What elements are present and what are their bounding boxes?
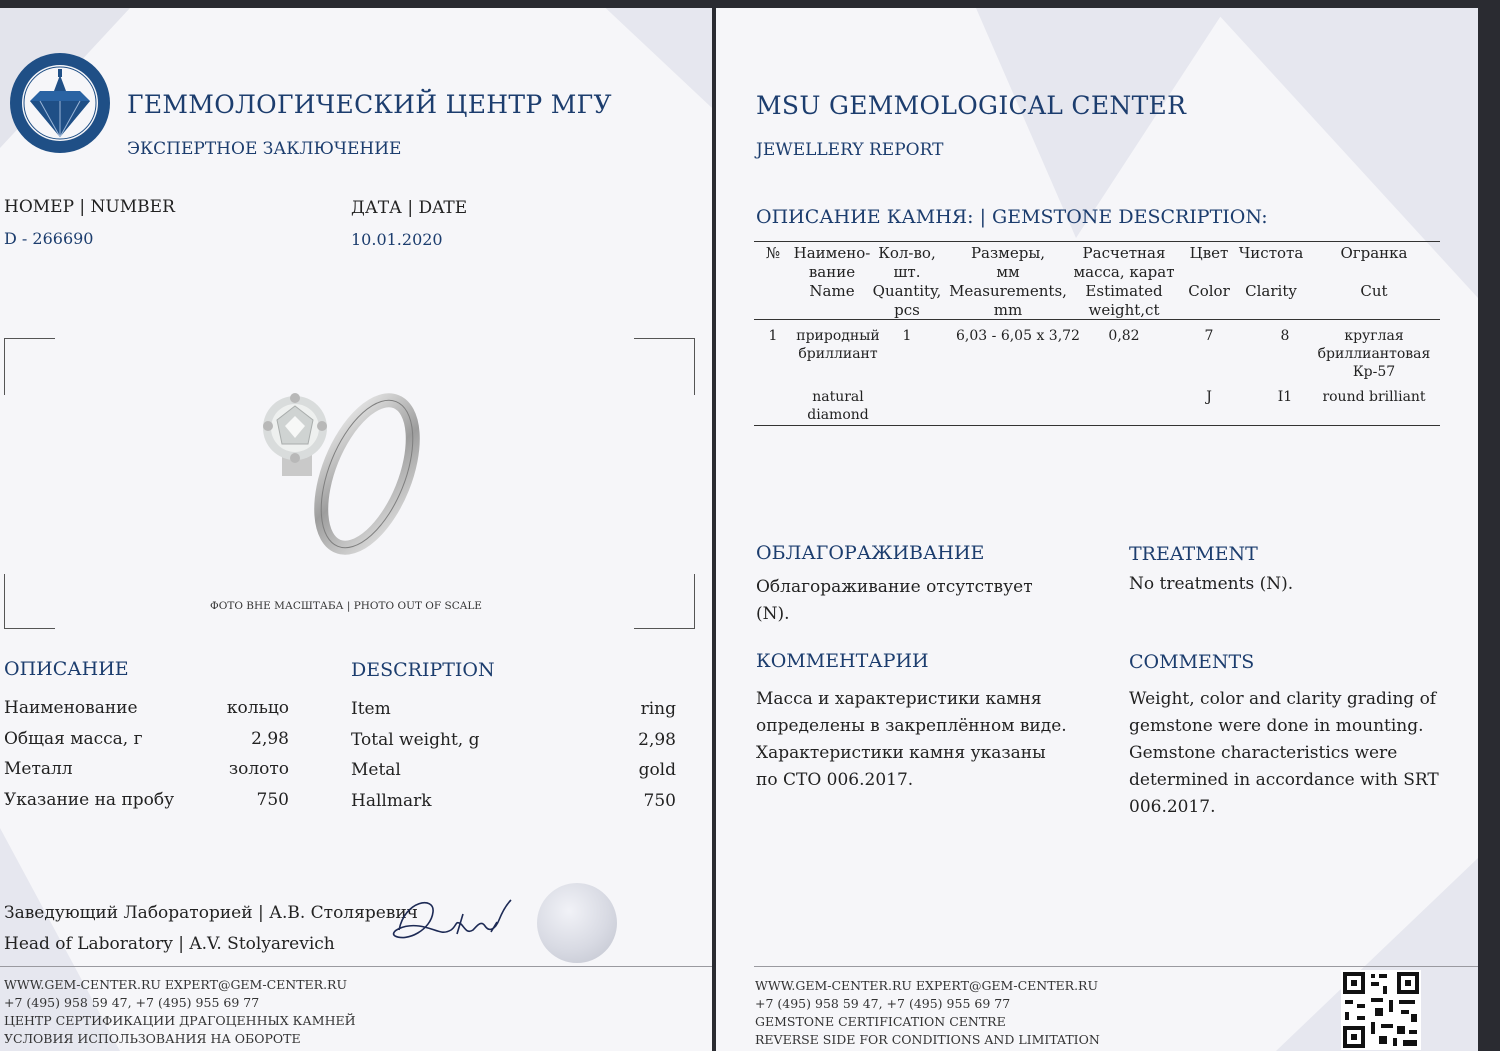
col-header-name: Наимено- вание Name	[793, 244, 871, 300]
description-heading-en: DESCRIPTION	[351, 659, 495, 681]
left-page	[0, 8, 712, 1051]
photo-frame-corner	[634, 574, 695, 629]
footer-divider	[754, 966, 1478, 967]
desc-value-en: ring	[640, 699, 676, 719]
col-header-cut: Огранка Cut	[1340, 244, 1408, 300]
cell-color-ru: 7	[1204, 328, 1214, 344]
footer-line: GEMSTONE CERTIFICATION CENTRE	[755, 1014, 1006, 1029]
comments-heading-en: COMMENTS	[1129, 651, 1255, 673]
date-value: 10.01.2020	[351, 230, 443, 249]
cell-name-en: natural diamond	[807, 389, 869, 423]
center-title-ru: ГЕММОЛОГИЧЕСКИЙ ЦЕНТР МГУ	[127, 90, 612, 119]
comments-heading-ru: КОММЕНТАРИИ	[756, 650, 929, 672]
desc-value-ru: 750	[256, 790, 289, 810]
col-header-clarity: Чистота Clarity	[1238, 244, 1304, 300]
cell-cut-en: round brilliant	[1322, 389, 1426, 405]
table-rule	[754, 241, 1440, 242]
comments-text-ru: Масса и характеристики камня определены в закреплённом виде. Характеристики камня указаны по СТО 006.2017.	[756, 689, 1067, 790]
desc-label-en: Metal	[351, 760, 401, 780]
desc-label-en: Item	[351, 699, 391, 719]
desc-value-en: gold	[638, 760, 676, 780]
treatment-text-ru: Облагораживание отсутствует (N).	[756, 577, 1033, 624]
footer-line: +7 (495) 958 59 47, +7 (495) 955 69 77	[755, 996, 1011, 1011]
photo-frame-corner	[4, 338, 55, 395]
cell-cut-ru: круглая бриллиантовая Кр-57	[1317, 328, 1431, 380]
right-page	[716, 8, 1478, 1051]
cell-clarity-ru: 8	[1280, 328, 1290, 344]
table-rule	[754, 425, 1440, 426]
cell-quantity: 1	[902, 328, 912, 344]
footer-line: УСЛОВИЯ ИСПОЛЬЗОВАНИЯ НА ОБОРОТЕ	[4, 1031, 301, 1046]
col-header-quantity: Кол-во, шт. Quantity, pcs	[872, 244, 942, 319]
treatment-heading-en: TREATMENT	[1129, 543, 1258, 565]
desc-value-en: 750	[643, 791, 676, 811]
footer-line: ЦЕНТР СЕРТИФИКАЦИИ ДРАГОЦЕННЫХ КАМНЕЙ	[4, 1013, 356, 1028]
cell-number: 1	[768, 328, 778, 344]
photo-frame-corner	[4, 574, 55, 629]
ring-photo	[250, 386, 430, 561]
footer-line: +7 (495) 958 59 47, +7 (495) 955 69 77	[4, 995, 260, 1010]
comments-text-en: Weight, color and clarity grading of gemstone were done in mounting. Gemstone characteristics were determined in accordance with SRT 006.2017.	[1129, 689, 1439, 817]
msu-logo	[8, 51, 112, 155]
number-label: НОМЕР | NUMBER	[4, 197, 175, 217]
facet-decoration	[976, 8, 1226, 238]
photo-frame-corner	[634, 338, 695, 395]
number-value: D - 266690	[4, 229, 94, 248]
desc-label-ru: Наименование	[4, 698, 138, 718]
desc-label-en: Hallmark	[351, 791, 432, 811]
cell-color-en: J	[1206, 389, 1212, 405]
date-label: ДАТА | DATE	[351, 198, 468, 218]
cell-name-ru: природный бриллиант	[796, 328, 880, 362]
gemstone-description-heading: ОПИСАНИЕ КАМНЯ: | GEMSTONE DESCRIPTION:	[756, 206, 1268, 228]
treatment-text-en: No treatments (N).	[1129, 574, 1294, 594]
photo-caption: ФОТО ВНЕ МАСШТАБА | PHOTO OUT OF SCALE	[210, 600, 482, 612]
report-title-en: JEWELLERY REPORT	[756, 140, 944, 160]
col-header-measurements: Размеры, мм Measurements, mm	[949, 244, 1067, 319]
col-header-color: Цвет Color	[1188, 244, 1230, 300]
treatment-heading-ru: ОБЛАГОРАЖИВАНИЕ	[756, 542, 985, 564]
cell-measurements: 6,03 - 6,05 x 3,72	[956, 328, 1080, 344]
desc-label-ru: Общая масса, г	[4, 729, 143, 749]
report-title-ru: ЭКСПЕРТНОЕ ЗАКЛЮЧЕНИЕ	[127, 139, 402, 159]
description-heading-ru: ОПИСАНИЕ	[4, 658, 129, 680]
desc-value-ru: 2,98	[251, 729, 289, 749]
signature-title-ru: Заведующий Лабораторией | А.В. Столяревич	[4, 903, 418, 923]
footer-divider	[0, 966, 712, 967]
footer-line: WWW.GEM-CENTER.RU EXPERT@GEM-CENTER.RU	[755, 978, 1098, 993]
footer-line: WWW.GEM-CENTER.RU EXPERT@GEM-CENTER.RU	[4, 977, 347, 992]
center-title-en: MSU GEMMOLOGICAL CENTER	[756, 91, 1187, 120]
handwritten-signature	[385, 890, 525, 952]
desc-label-en: Total weight, g	[351, 730, 480, 750]
desc-value-ru: кольцо	[226, 698, 289, 718]
col-header-number: №	[765, 244, 781, 262]
desc-value-ru: золото	[228, 759, 289, 779]
qr-code	[1341, 970, 1421, 1050]
desc-label-ru: Указание на пробу	[4, 790, 175, 810]
cell-weight: 0,82	[1108, 328, 1140, 344]
cell-clarity-en: I1	[1277, 389, 1293, 405]
desc-label-ru: Металл	[4, 759, 73, 779]
signature-title-en: Head of Laboratory | A.V. Stolyarevich	[4, 934, 335, 954]
hologram-seal	[537, 883, 617, 963]
footer-line: REVERSE SIDE FOR CONDITIONS AND LIMITATION	[755, 1032, 1100, 1047]
col-header-weight: Расчетная масса, карат Estimated weight,ct	[1073, 244, 1175, 319]
desc-value-en: 2,98	[638, 730, 676, 750]
